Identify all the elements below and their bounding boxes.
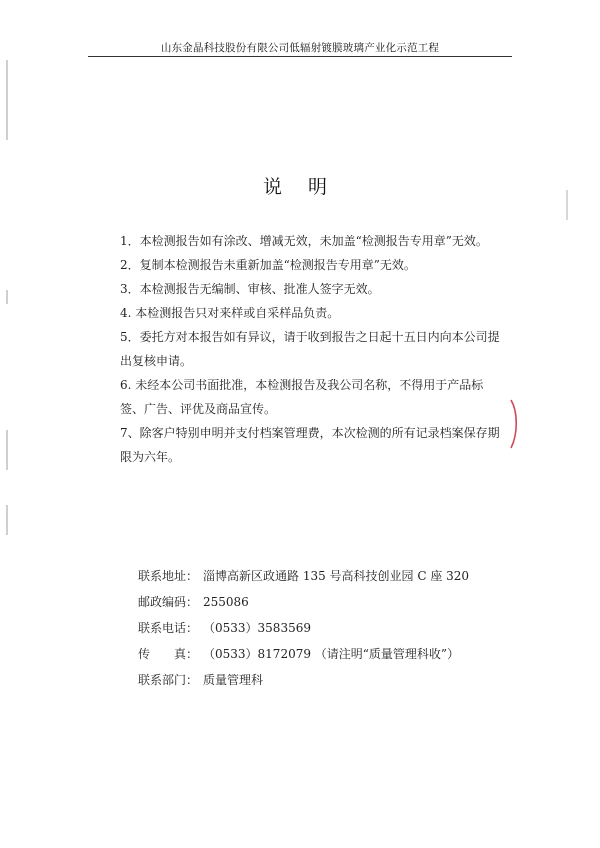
scan-edge-mark bbox=[6, 505, 8, 535]
contact-label: 联系电话： bbox=[138, 621, 199, 635]
header-rule bbox=[88, 56, 512, 57]
contact-block bbox=[138, 566, 498, 696]
contact-value: 淄博高新区政通路 135 号高科技创业园 C 座 320 bbox=[203, 569, 470, 583]
scan-edge-mark bbox=[6, 290, 8, 304]
contact-value: （0533）3583569 bbox=[203, 621, 311, 635]
scan-edge-mark bbox=[566, 190, 568, 220]
notes-list bbox=[120, 229, 500, 469]
note-item: 6. 未经本公司书面批准，本检测报告及我公司名称，不得用于产品标签、广告、评优及商品宣传。 bbox=[120, 378, 484, 416]
note-item: 2．复制本检测报告未重新加盖“检测报告专用章”无效。 bbox=[120, 258, 416, 272]
note-item: 1．本检测报告如有涂改、增减无效，未加盖“检测报告专用章”无效。 bbox=[120, 234, 488, 248]
contact-value: 质量管理科 bbox=[203, 673, 264, 687]
contact-label: 传 真： bbox=[138, 647, 199, 661]
note-item: 7、除客户特别申明并支付档案管理费，本次检测的所有记录档案保存期限为六年。 bbox=[120, 426, 500, 464]
scan-edge-mark bbox=[6, 60, 8, 140]
note-item: 3．本检测报告无编制、审核、批准人签字无效。 bbox=[120, 282, 380, 296]
contact-label: 联系地址： bbox=[138, 569, 199, 583]
contact-department bbox=[138, 670, 498, 696]
stamp-edge-mark bbox=[508, 398, 520, 450]
note-item: 4. 本检测报告只对来样或自采样品负责。 bbox=[120, 306, 340, 320]
page-header: 山东金晶科技股份有限公司低辐射镀膜玻璃产业化示范工程 bbox=[160, 42, 440, 54]
note-item: 5．委托方对本报告如有异议，请于收到报告之日起十五日内向本公司提出复核申请。 bbox=[120, 330, 500, 368]
stamp-arc bbox=[511, 400, 516, 448]
contact-postcode bbox=[138, 592, 498, 618]
contact-label: 邮政编码： bbox=[138, 595, 199, 609]
contact-address bbox=[138, 566, 498, 592]
contact-fax bbox=[138, 644, 498, 670]
page-title: 说 明 bbox=[262, 176, 338, 198]
contact-value: （0533）8172079 （请注明“质量管理科收”） bbox=[203, 647, 460, 661]
contact-phone bbox=[138, 618, 498, 644]
scan-edge-mark bbox=[6, 430, 8, 470]
contact-value: 255086 bbox=[203, 595, 249, 609]
contact-label: 联系部门： bbox=[138, 673, 199, 687]
